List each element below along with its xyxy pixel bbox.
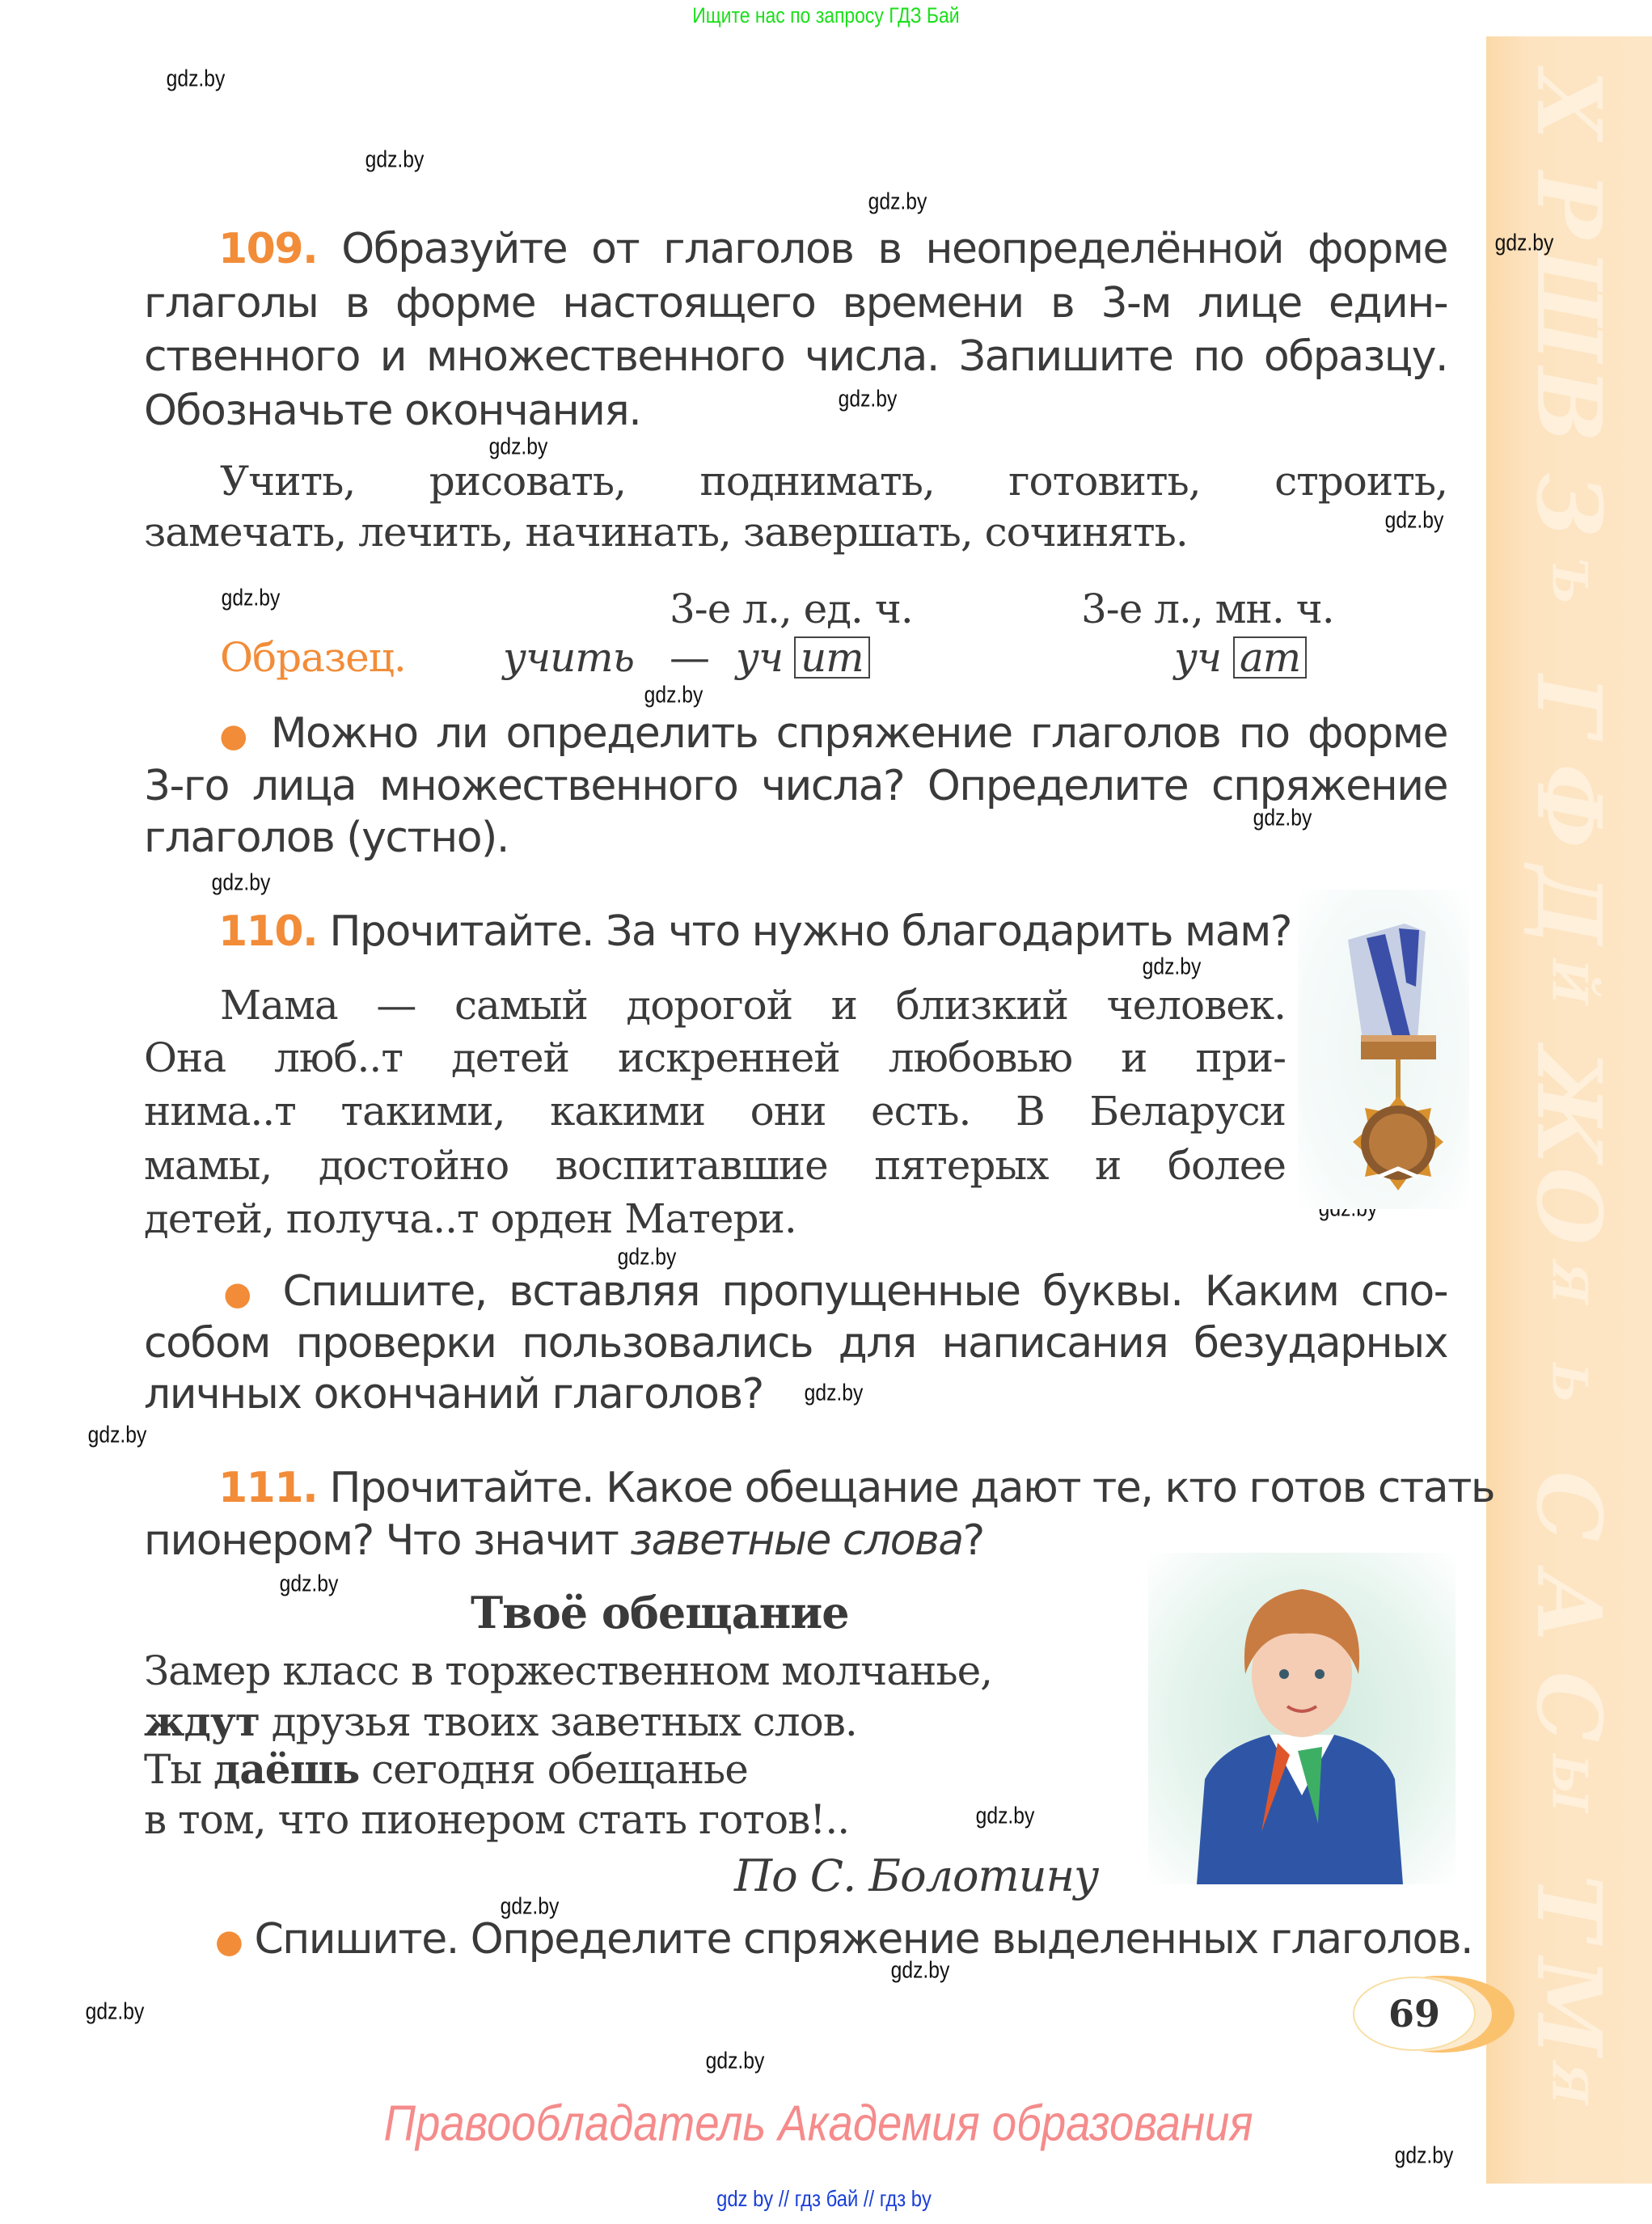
sample-stem-singular: уч	[736, 634, 784, 681]
highlighted-verb: даёшь	[213, 1745, 360, 1793]
text-110-line-1: Мама — самый дорогой и близкий человек.	[220, 982, 1286, 1029]
page-number: 69	[1353, 1977, 1476, 2051]
watermark: gdz.by	[85, 1998, 145, 2025]
stripe-letter: З	[1517, 473, 1621, 538]
watermark: gdz.by	[617, 1244, 677, 1271]
bullet-110-line-2: собом проверки пользовались для написания безударных	[144, 1319, 1447, 1368]
exercise-110-instruction: 110. Прочитайте. За что нужно благодарить мам?	[218, 907, 1291, 956]
order-of-mother-medal-icon	[1298, 890, 1469, 1209]
poem-line-2: ждут друзья твоих заветных слов.	[144, 1698, 857, 1745]
poem-line-1: Замер класс в торжественном молчанье,	[144, 1647, 993, 1694]
exercise-111-line-1: 111. Прочитайте. Какое обещание дают те, кто готов стать	[218, 1464, 1495, 1512]
pioneer-boy-image	[1148, 1553, 1456, 1884]
stripe-letter: Р	[1517, 171, 1621, 239]
highlighted-verb: ждут	[144, 1698, 260, 1745]
stripe-letter: Ф	[1517, 763, 1621, 848]
watermark: gdz.by	[488, 433, 548, 460]
watermark: gdz.by	[365, 146, 425, 173]
watermark: gdz.by	[1384, 507, 1444, 534]
sample-stem-plural: уч	[1174, 634, 1222, 681]
stripe-letter: Ь	[1540, 1362, 1598, 1403]
exercise-109-line-3: ственного и множественного числа. Запишите по образцу.	[144, 332, 1447, 381]
stripe-letter: С	[1517, 1671, 1621, 1743]
stripe-letter: Ш	[1517, 248, 1621, 362]
decorative-alphabet-stripe	[1486, 36, 1652, 2184]
poem-title: Твоё обещание	[471, 1587, 849, 1638]
verbs-line-2: замечать, лечить, начинать, завершать, сочинять.	[144, 509, 1188, 556]
watermark: gdz.by	[890, 1957, 950, 1984]
exercise-109-line-4: Обозначьте окончания.	[144, 387, 641, 435]
stripe-letter: Х	[1517, 70, 1621, 140]
header-plural: 3-е л., мн. ч.	[1081, 586, 1334, 632]
watermark: gdz.by	[705, 2048, 765, 2074]
ending-box-singular: ит	[794, 636, 870, 679]
stripe-letter: Й	[1540, 958, 1598, 1005]
sample-label: Образец.	[220, 634, 406, 681]
stripe-letter: Д	[1517, 866, 1621, 945]
bullet-110-line-3: личных окончаний глаголов?	[144, 1370, 763, 1419]
bullet-icon: ●	[215, 1923, 243, 1960]
exercise-number: 110.	[218, 907, 318, 956]
watermark: gdz.by	[211, 869, 271, 896]
watermark: gdz.by	[279, 1571, 339, 1597]
watermark: gdz.by	[166, 66, 226, 92]
bullet-110-line-1: ● Спишите, вставляя пропущенные буквы. Каким спо-	[213, 1267, 1448, 1316]
poem-author: По С. Болотину	[734, 1850, 1099, 1901]
exercise-109-line-1: 109. Образуйте от глаголов в неопределённой форме	[218, 225, 1448, 273]
sample-dash: —	[670, 634, 709, 681]
sample-infinitive: учить	[503, 634, 634, 681]
footer-links[interactable]: gdz by // гдз бай // гдз by	[716, 2186, 932, 2211]
text-110-line-4: мамы, достойно воспитавшие пятерых и более	[144, 1142, 1286, 1189]
poem-line-4: в том, что пионером стать готов!..	[144, 1796, 850, 1843]
watermark: gdz.by	[975, 1803, 1035, 1829]
watermark: gdz.by	[838, 386, 898, 412]
verbs-line-1: Учить, рисовать, поднимать, готовить, строить,	[220, 458, 1447, 505]
watermark: gdz.by	[644, 682, 703, 708]
bullet-icon: ●	[213, 717, 253, 755]
watermark: gdz.by	[1142, 953, 1202, 980]
exercise-number: 109.	[218, 225, 318, 273]
poem-line-3: Ты даёшь сегодня обещанье	[144, 1745, 748, 1793]
search-banner: Ищите нас по запросу ГДЗ Бай	[692, 3, 960, 27]
bullet-109-line-3: глаголов (устно).	[144, 814, 509, 862]
stripe-letter: С	[1517, 1471, 1621, 1542]
watermark: gdz.by	[1494, 230, 1554, 256]
stripe-letter: Г	[1517, 674, 1621, 737]
watermark: gdz.by	[804, 1380, 864, 1406]
text-110-line-2: Она люб..т детей искренней любовью и при-	[144, 1034, 1286, 1081]
copyright-notice: Правообладатель Академия образования	[383, 2095, 1253, 2152]
pioneer-boy-icon	[1148, 1553, 1456, 1884]
bullet-111: ● Спишите. Определите спряжение выделенных глаголов.	[215, 1915, 1473, 1964]
bullet-109-line-1: ● Можно ли определить спряжение глаголов по форме	[213, 709, 1448, 758]
stripe-letter: А	[1517, 1570, 1621, 1643]
watermark: gdz.by	[221, 585, 281, 611]
exercise-111-line-2: пионером? Что значит заветные слова?	[144, 1516, 984, 1565]
page-number-badge	[1353, 1976, 1515, 2053]
bullet-icon: ●	[213, 1275, 261, 1313]
stripe-letter: М	[1517, 1957, 1621, 2057]
exercise-number: 111.	[218, 1464, 318, 1512]
bullet-109-line-2: 3-го лица множественного числа? Определите спряжение	[144, 762, 1447, 810]
stripe-letter: Ж	[1517, 1047, 1621, 1165]
stripe-letter: Ъ	[1540, 558, 1598, 605]
stripe-letter: Я	[1540, 2061, 1598, 2105]
watermark: gdz.by	[87, 1422, 147, 1448]
stripe-letter: Я	[1540, 1261, 1598, 1304]
medal-image	[1298, 890, 1469, 1209]
stripe-letter: Ы	[1540, 1753, 1598, 1812]
stripe-letter: Т	[1517, 1874, 1621, 1940]
stripe-letter: О	[1517, 1167, 1621, 1245]
watermark: gdz.by	[868, 188, 927, 215]
stripe-letter: В	[1517, 367, 1621, 443]
exercise-109-line-2: глаголы в форме настоящего времени в 3-м лице един-	[144, 279, 1447, 328]
ending-box-plural: ат	[1233, 636, 1307, 679]
watermark: gdz.by	[500, 1893, 560, 1920]
watermark: gdz.by	[1253, 805, 1312, 831]
text-110-line-3: нима..т такими, какими они есть. В Беларуси	[144, 1088, 1286, 1135]
text-110-line-5: детей, получа..т орден Матери.	[144, 1195, 796, 1242]
watermark: gdz.by	[1394, 2142, 1454, 2169]
header-singular: 3-е л., ед. ч.	[670, 586, 913, 632]
